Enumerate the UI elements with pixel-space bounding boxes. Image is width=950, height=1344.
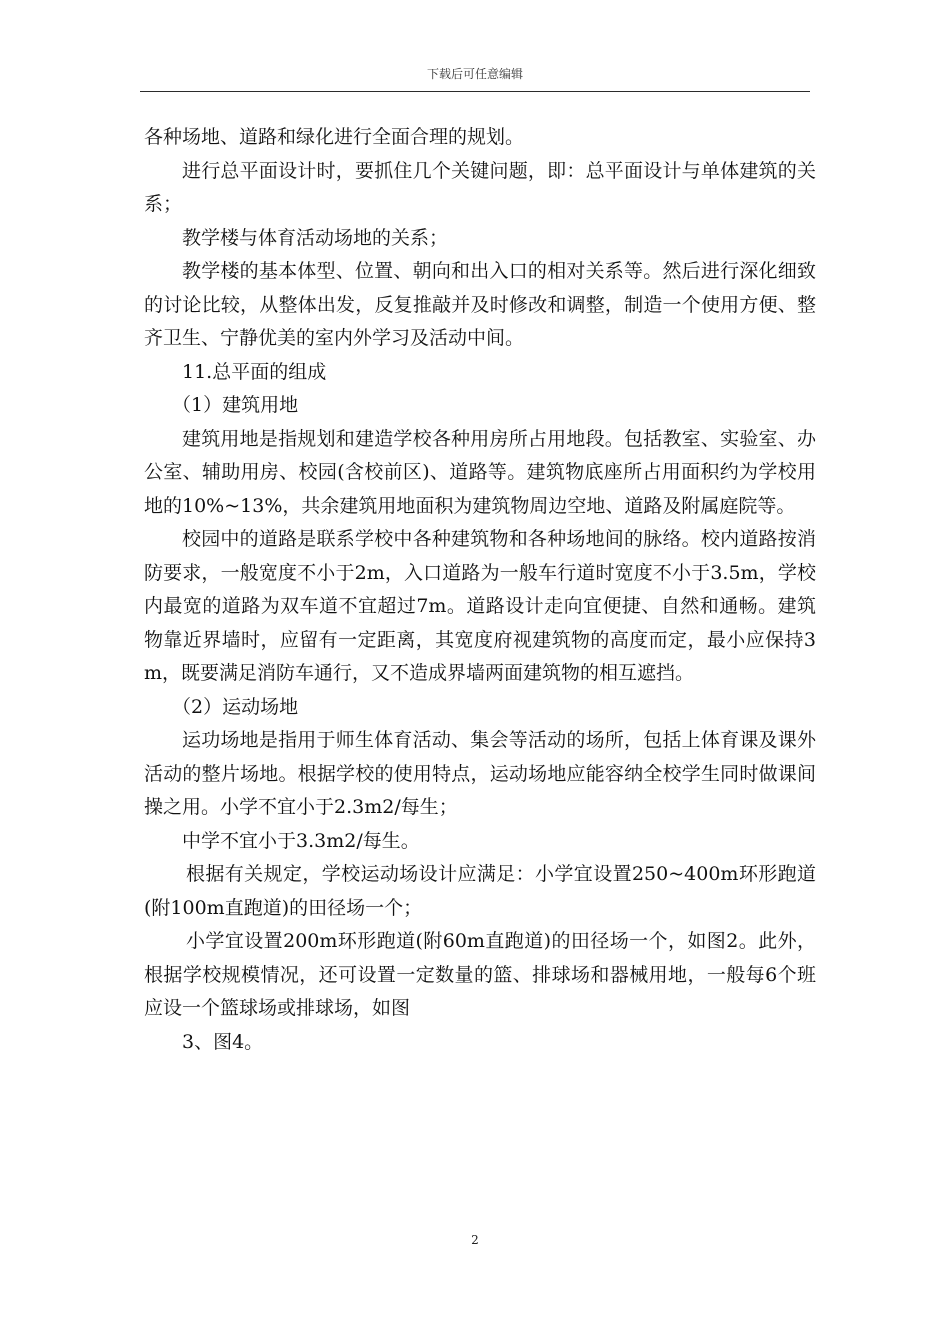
paragraph-regulations: 根据有关规定，学校运动场设计应满足：小学宜设置250~400m环形跑道(附100m直跑道)的田径场一个； (144, 863, 816, 919)
page-header: 下载后可任意编辑 (426, 67, 523, 81)
paragraph-continuation: 各种场地、道路和绿化进行全面合理的规划。 (144, 126, 525, 148)
paragraph-building-field: 教学楼与体育活动场地的关系； (182, 226, 449, 249)
subheading-sports-field: （2）运动场地 (172, 695, 299, 718)
paragraph-building-form: 教学楼的基本体型、位置、朝向和出入口的相对关系等。然后进行深化细致的讨论比较，从整体出发，反复推敲并及时修改和调整，制造一个使用方便、整齐卫生、宁静优美的室内外学习及活动中间。 (144, 260, 816, 349)
subheading-building-land: （1）建筑用地 (172, 394, 299, 416)
paragraph-campus-roads: 校园中的道路是联系学校中各种建筑物和各种场地间的脉络。校内道路按消防要求，一般宽度不小于2m，入口道路为一般车行道时宽度不小于3.5m，学校内最宽的道路为双车道不宜超过7m。道路设计走向宜便捷、自然和通畅。建筑物靠近界墙时，应留有一定距离，其宽度府视建筑物的高度而定，最小应保持3m，既要满足消防车通行，又不造成界墙两面建筑物的相互遮挡。 (144, 528, 816, 684)
paragraph-track-200m: 小学宜设置200m环形跑道(附60m直跑道)的田径场一个，如图2。此外，根据学校规模情况，还可设置一定数量的篮、排球场和器械用地，一般每6个班应设一个篮球场或排球场，如图 (144, 930, 816, 1019)
page-number: 2 (471, 1233, 479, 1247)
paragraph-building-land: 建筑用地是指规划和建造学校各种用房所占用地段。包括教室、实验室、办公室、辅助用房、校园(含校前区)、道路等。建筑物底座所占用面积约为学校用地的10%~13%，共余建筑用地面积为建筑物周边空地、道路及附属庭院等。 (144, 427, 816, 517)
paragraph-middle-school: 中学不宜小于3.3m2/每生。 (182, 829, 420, 852)
paragraph-figure-refs: 3、图4。 (182, 1030, 264, 1053)
header-divider (140, 91, 810, 92)
section-heading-composition: 11.总平面的组成 (182, 360, 327, 383)
paragraph-sports-field: 运功场地是指用于师生体育活动、集会等活动的场所，包括上体育课及课外活动的整片场地。根据学校的使用特点，运动场地应能容纳全校学生同时做课间操之用。小学不宜小于2.3m2/每生； (144, 729, 816, 818)
document-body (144, 121, 816, 1059)
paragraph-design-keys: 进行总平面设计时，要抓住几个关键问题，即：总平面设计与单体建筑的关系； (144, 159, 816, 215)
